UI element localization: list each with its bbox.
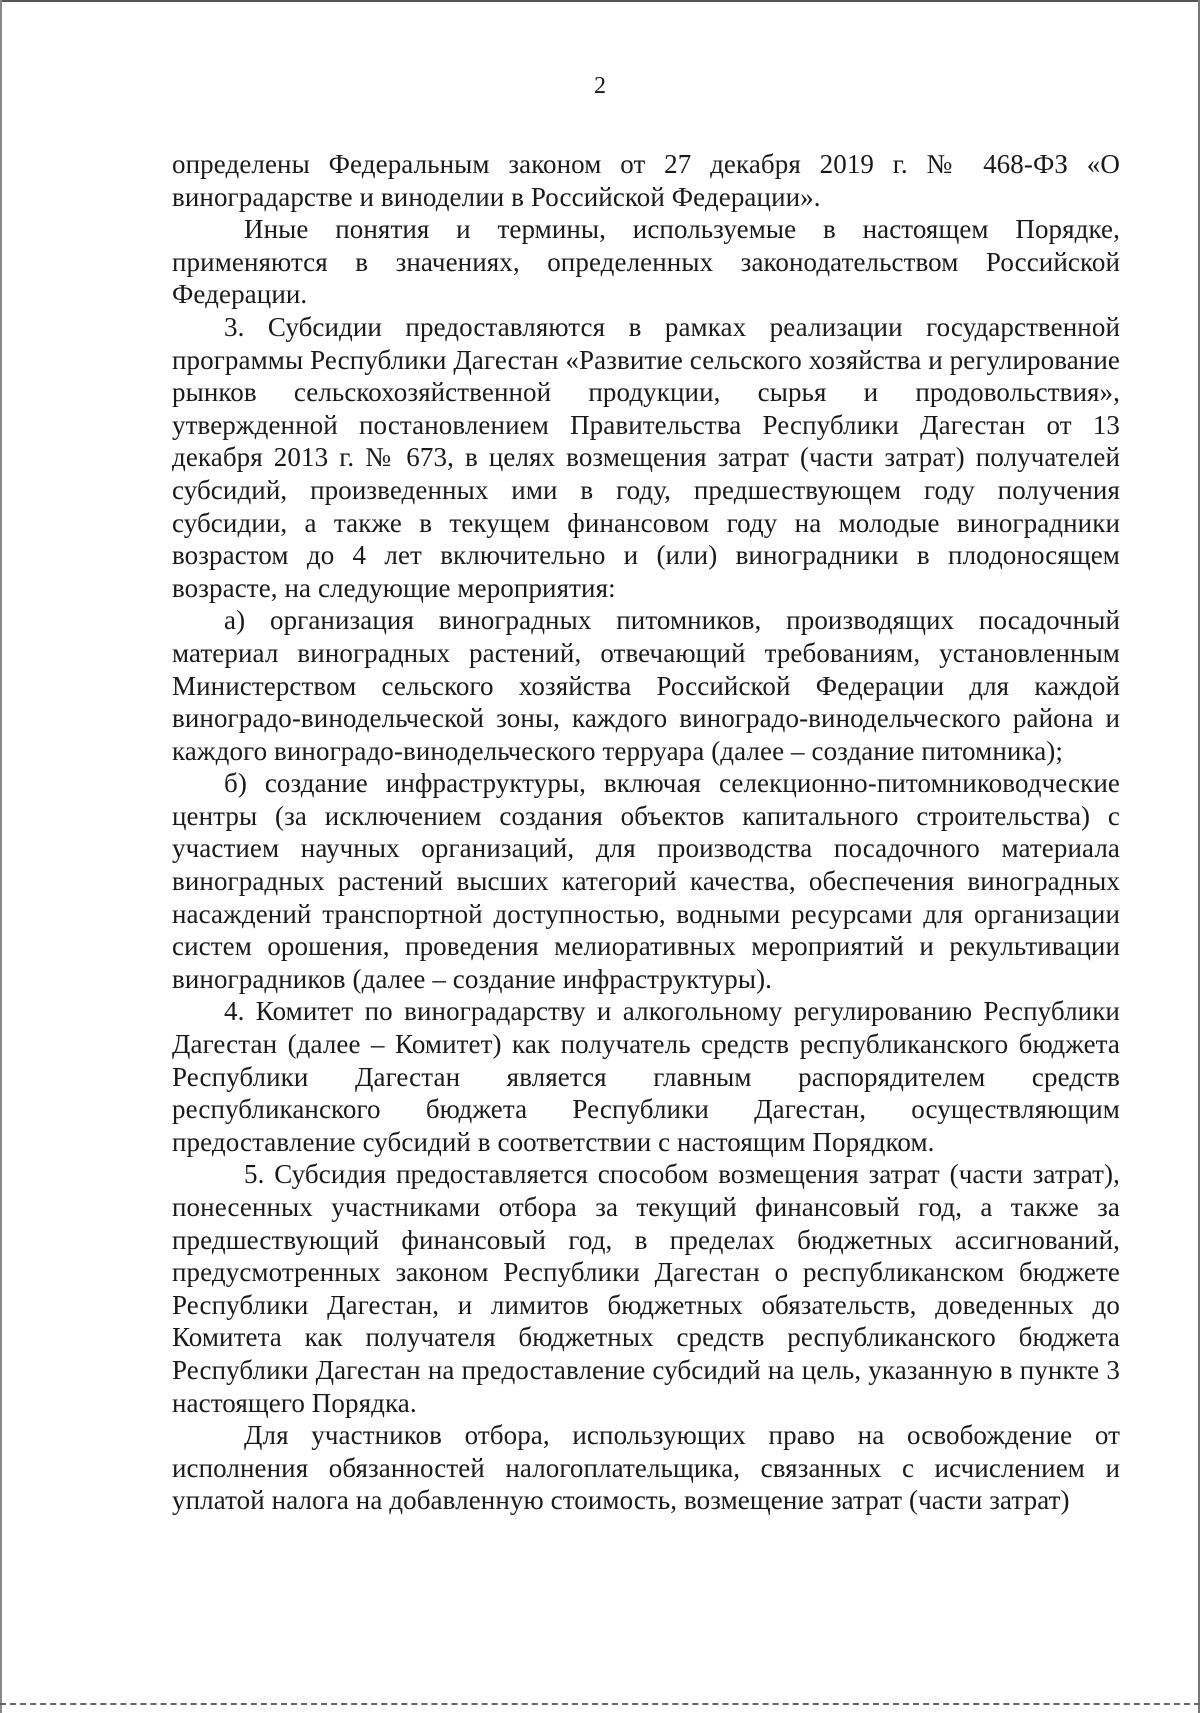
scan-edge-bottom: [0, 1703, 1200, 1705]
scan-edge-left: [0, 0, 2, 1713]
scan-edge-top: [0, 0, 1200, 2]
paragraph-continuation: определены Федеральным законом от 27 декабря 2019 г. № 468-ФЗ «О виноградарстве и виноделии в Российской Федерации».: [172, 149, 1120, 212]
page-number: 2: [594, 73, 606, 99]
paragraph-item-3: 3. Субсидии предоставляются в рамках реализации государственной программы Республики Дагестан «Развитие сельского хозяйства и регулирование рынков сельскохозяйственной продукции, сырья и продовольствия», утвержденной постановлением Правительства Республики Дагестан от 13 декабря 2013 г. № 673, в целях возмещения затрат (части затрат) получателей субсидий, произведенных ими в году, предшествующем году получения субсидии, а также в текущем финансовом году на молодые виноградники возрастом до 4 лет включительно и (или) виноградники в плодоносящем возрасте, на следующие мероприятия:: [172, 311, 1120, 603]
paragraph-subitem-a: а) организация виноградных питомников, производящих посадочный материал виноградных растений, отвечающий требованиям, установленным Министерством сельского хозяйства Российской Федерации для каждой виноградо-винодельческой зоны, каждого виноградо-винодельческого района и каждого виноградо-винодельческого терруара (далее – создание питомника);: [172, 605, 1120, 766]
paragraph-item-5: 5. Субсидия предоставляется способом возмещения затрат (части затрат), понесенных участниками отбора за текущий финансовый год, а также за предшествующий финансовый год, в пределах бюджетных ассигнований, предусмотренных законом Республики Дагестан о республиканском бюджете Республики Дагестан, и лимитов бюджетных обязательств, доведенных до Комитета как получателя бюджетных средств республиканского бюджета Республики Дагестан на предоставление субсидий на цель, указанную в пункте 3 настоящего Порядка.: [172, 1159, 1120, 1418]
paragraph-terms: Иные понятия и термины, используемые в настоящем Порядке, применяются в значениях, определенных законодательством Российской Федерации.: [172, 214, 1120, 310]
paragraph-subitem-b: б) создание инфраструктуры, включая селекционно-питомниководческие центры (за исключением создания объектов капитального строительства) с участием научных организаций, для производства посадочного материала виноградных растений высших категорий качества, обеспечения виноградных насаждений транспортной доступностью, водными ресурсами для организации систем орошения, проведения мелиоративных мероприятий и рекультивации виноградников (далее – создание инфраструктуры).: [172, 768, 1120, 994]
paragraph-item-4: 4. Комитет по виноградарству и алкогольному регулированию Республики Дагестан (далее – Комитет) как получатель средств республиканского бюджета Республики Дагестан является главным распорядителем средств республиканского бюджета Республики Дагестан, осуществляющим предоставление субсидий в соответствии с настоящим Порядком.: [172, 996, 1120, 1157]
paragraph-vat-participants: Для участников отбора, использующих право на освобождение от исполнения обязанностей налогоплательщика, связанных с исчислением и уплатой налога на добавленную стоимость, возмещение затрат (части затрат): [172, 1420, 1120, 1516]
document-body: [172, 148, 1120, 1517]
